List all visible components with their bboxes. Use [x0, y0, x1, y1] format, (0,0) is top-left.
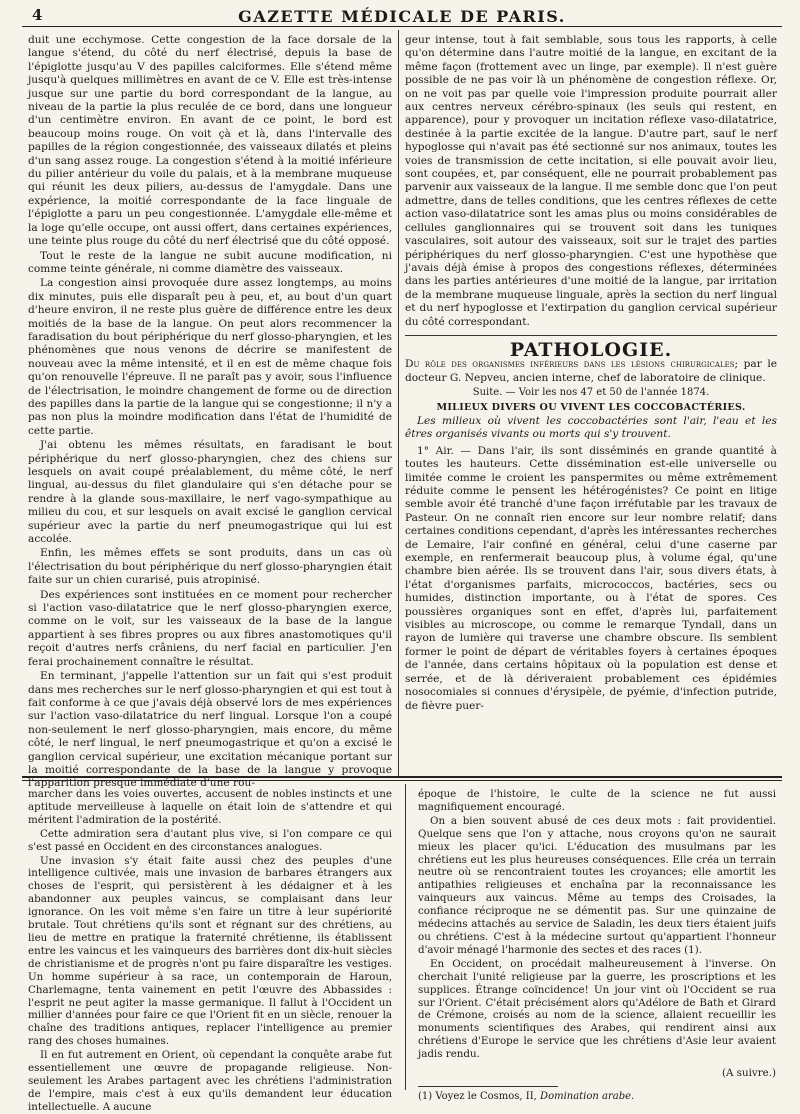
footnote-rule: [418, 1086, 558, 1087]
paragraph: duit une ecchymose. Cette congestion de la face dorsale de la langue s'étend, du côté du nerf électrisé, depuis la base de l'épiglotte jusqu'au V des papilles calciformes. Elle s'étend même jusqu'à quelques millimètres en avant de ce V. Elle est très-intense jusque sur une partie du bord correspondant de la langue, au niveau de la partie la plus reculée de ce bord, dans une longueur d'un centimètre environ. En avant de ce point, le bord est beaucoup moins rouge. On voit çà et là, dans l'intervalle des papilles de la région congestionnée, des vaisseaux dilatés et pleins d'un sang assez rouge. La congestion s'étend à la moitié inférieure du pilier antérieur du voile du palais, et à la membrane muqueuse qui réunit les deux piliers, au-dessus de l'amygdale. Dans une expérience, la moitié correspondante de la face linguale de l'épiglotte a paru un peu congestionnée. L'amygdale elle-même et la loge qu'elle occupe, ont aussi offert, dans certaines expériences, une teinte plus rouge du côté du nerf électrisé que du côté opposé.: [28, 34, 392, 248]
article-byline: par le docteur G. Nepveu, ancien interne, chef de laboratoire de clinique.: [405, 358, 777, 384]
to-be-continued: (A suivre.): [721, 1067, 776, 1080]
paragraph: Une invasion s'y était faite aussi chez des peuples d'une intelligence cultivée, mais une invasion de barbares étrangers aux choses de l'esprit, qui persistèrent à les dédaigner et à les abandonner aux peuples vaincus, se complaisant dans leur ignorance. On les voit même s'en faire un titre à leur supériorité brutale. Tout chrétiens qu'ils sont et régnant sur des chrétiens, au lieu de mettre en pratique la fraternité chrétienne, ils établissent entre les vaincus et les vainqueurs des barrières dont dix-huit siècles de christianisme et de progrès n'ont pu faire disparaître les vestiges. Un homme supérieur à sa race, un contemporain de Haroun, Charlemagne, tenta vainement en petit l'œuvre des Abbassides : l'esprit ne peut agiter la masse germanique. Il fallut à l'Occident un millier d'années pour faire ce que l'Orient fit en un siècle, renouer la chaîne des traditions antiques, replacer l'intelligence au premier rang des choses humaines.: [28, 854, 392, 1048]
article-title: Du rôle des organismes inférieurs dans les lésions chirurgicales;: [405, 358, 739, 371]
paragraph: Enfin, les mêmes effets se sont produits, dans un cas où l'électrisation du bout périphérique du nerf glosso-pharyngien était faite sur un chien curarisé, puis atropinisé.: [28, 547, 392, 587]
paragraph: marcher dans les voies ouvertes, accusent de nobles instincts et une aptitude merveilleuse à laquelle on était loin de s'attendre et qui méritent l'admiration de la postérité.: [28, 788, 392, 826]
footnote: [418, 1091, 776, 1104]
paragraph: On a bien souvent abusé de ces deux mots : fait providentiel. Quelque sens que l'on y attache, nous croyons qu'on ne saurait mieux les placer qu'ici. L'éducation des musulmans par les chrétiens eut les plus heureuses conséquences. Elle créa un terrain neutre où se rencontraient toutes les croyances; elle amortit les antipathies religieuses et enchaîna par la reconnaissance les vainqueurs aux vaincus. Même au temps des Croisades, la confiance réciproque ne se démentit pas. Sur une quinzaine de médecins attachés au service de Saladin, les deux tiers étaient juifs ou chrétiens. C'est à la médecine surtout qu'appartient l'honneur d'avoir ménagé l'harmonie des sectes et des races (1).: [418, 814, 776, 956]
column-divider-bottom: [405, 784, 406, 1090]
right-column-top: [405, 34, 777, 772]
paragraph: 1° Air. — Dans l'air, ils sont disséminés en grande quantité à toutes les hauteurs. Cette dissémination est-elle universelle ou limitée comme le croient les panspermites ou même extrêmement réduite comme le pensent les hétérogénistes? Ce point en litige semble avoir été tranché d'une façon irréfutable par les travaux de Pasteur. On ne connaît rien encore sur leur nombre relatif; dans certaines conditions cependant, d'après les intéressantes recherches de Lemaire, l'air confiné en général, celui d'une caserne par exemple, en renfermerait beaucoup plus, à volume égal, qu'une chambre bien aérée. Ils se trouvent dans l'air, sous divers états, à l'état d'organismes parfaits, micrococcos, bactéries, secs ou humides, distinction importante, ou à l'état de spores. Ces poussières organiques sont en effet, d'après lui, parfaitement visibles au microscope, ou comme le remarque Tyndall, dans un rayon de lumière qui traverse une chambre obscure. Ils semblent former le point de départ de véritables foyers à certaines époques de l'année, dans certains hôpitaux où la population est dense et serrée, et de là dériveraient probablement ces épidémies nosocomiales si connues d'érysipèle, de pyémie, d'infection putride, de fièvre puer-: [405, 444, 777, 712]
paragraph: La congestion ainsi provoquée dure assez longtemps, au moins dix minutes, puis elle disparaît peu à peu, et, au bout d'un quart d'heure environ, il ne reste plus guère de différence entre les deux moitiés de la base de la langue. On peut alors recommencer la faradisation du bout périphérique du nerf glosso-pharyngien, et les phénomènes que nous venons de décrire se manifestent de nouveau avec la même intensité, et il en est de même chaque fois qu'on renouvelle l'épreuve. Il ne paraît pas y avoir, sous l'influence de l'électrisation, le moindre changement de forme ou de direction des papilles dans la partie de la langue qui se congestionne; il n'y a pas non plus la moindre modification dans l'état de l'humidité de cette partie.: [28, 277, 392, 437]
column-divider-top: [398, 30, 399, 776]
footnote-italic: Domination arabe.: [540, 1090, 635, 1102]
paragraph: Cette admiration sera d'autant plus vive, si l'on compare ce qui s'est passé en Occident en des circonstances analogues.: [28, 827, 392, 853]
left-column-bottom: [28, 788, 392, 1113]
lead-paragraph: Les milieux où vivent les coccobactéries sont l'air, l'eau et les êtres organisés vivants ou morts qui s'y trouvent.: [405, 414, 777, 441]
subheading: MILIEUX DIVERS OU VIVENT LES COCCOBACTÉRIES.: [436, 401, 746, 413]
article-heading: [405, 358, 777, 385]
paragraph: En terminant, j'appelle l'attention sur un fait qui s'est produit dans mes recherches sur le nerf glosso-pharyngien et qui est tout à fait conforme à ce que j'avais déjà observé lors de mes expériences sur l'action vaso-dilatatrice du nerf lingual. Lorsque l'on a coupé non-seulement le nerf glosso-pharyngien, mais encore, du même côté, le nerf lingual, le nerf pneumogastrique et qu'on a excisé le ganglion cervical supérieur, une excitation mécanique portant sur la moitié correspondante de la base de la langue y provoque l'apparition presque immédiate d'une rou-: [28, 670, 392, 790]
newspaper-page: [22, 4, 782, 1113]
horizontal-rule: [22, 776, 782, 778]
journal-title: GAZETTE MÉDICALE DE PARIS.: [238, 7, 566, 26]
section-title: PATHOLOGIE.: [509, 338, 673, 361]
page-number: 4: [32, 6, 43, 24]
footnote-text: (1) Voyez le Cosmos, II,: [418, 1090, 537, 1102]
right-column-bottom: [418, 788, 776, 1102]
horizontal-rule: [22, 780, 782, 781]
paragraph: geur intense, tout à fait semblable, sous tous les rapports, à celle qu'on détermine dans l'autre moitié de la langue, en excitant de la même façon (frottement avec un linge, par exemple). Il n'est guère possible de ne pas voir là un phénomène de congestion réflexe. Or, on ne voit pas par quelle voie l'impression produite pourrait aller aux centres nerveux cérébro-spinaux (les seuls qui restent, en apparence), pour y provoquer un incitation réflexe vaso-dilatatrice, destinée à la partie excitée de la langue. D'autre part, sauf le nerf hypoglosse qui n'avait pas été sectionné sur nos animaux, toutes les voies de transmission de cette incitation, si elle pouvait avoir lieu, sont coupées, et, par conséquent, elle ne pourrait probablement pas parvenir aux vaisseaux de la langue. Il me semble donc que l'on peut admettre, dans de telles conditions, que les centres réflexes de cette action vaso-dilatatrice sont les amas plus ou moins considérables de cellules ganglionnaires qui se trouvent soit dans les tuniques vasculaires, soit autour des vaisseaux, soit sur le trajet des parties périphériques du nerf glosso-pharyngien. C'est une hypothèse que j'avais déjà émise à propos des congestions réflexes, déterminées dans les parties antérieures d'une moitié de la langue, par irritation de la membrane muqueuse linguale, après la section du nerf lingual et du nerf hypoglosse et l'extirpation du ganglion cervical supérieur du côté correspondant.: [405, 34, 777, 328]
paragraph: époque de l'histoire, le culte de la science ne fut aussi magnifiquement encouragé.: [418, 788, 776, 813]
paragraph: En Occident, on procédait malheureusement à l'inverse. On cherchait l'unité religieuse par la guerre, les proscriptions et les supplices. Étrange coïncidence! Un jour vint où l'Occident se rua sur l'Orient. C'était précisément alors qu'Adélore de Bath et Girard de Crémone, croisés au nom de la science, allaient recueillir les monuments scientifiques des Arabes, qui rendirent ainsi aux chrétiens d'Europe le service que les chrétiens d'Asie leur avaient jadis rendu.: [418, 957, 776, 1061]
page-header: [22, 4, 782, 27]
left-column-top: [28, 34, 392, 790]
paragraph: Il en fut autrement en Orient, où cependant la conquête arabe fut essentiellement une œuvre de propagande religieuse. Non-seulement les Arabes partagent avec les chrétiens l'administration de l'empire, mais c'est à eux qu'ils demandent leur éducation intellectuelle. A aucune: [28, 1049, 392, 1113]
paragraph: J'ai obtenu les mêmes résultats, en faradisant le bout périphérique du nerf glosso-pharyngien, chez des chiens sur lesquels on avait coupé préalablement, du même côté, le nerf lingual, au-dessus du filet glandulaire qui s'en détache pour se rendre à la glande sous-maxillaire, le nerf vago-sympathique au milieu du cou, et sur lesquels on avait excisé le ganglion cervical supérieur avec la partie du nerf pneumogastrique qui lui est accolée.: [28, 439, 392, 546]
section-rule: [405, 335, 777, 336]
suite-note: Suite. — Voir les nos 47 et 50 de l'année 1874.: [472, 387, 710, 399]
paragraph: Tout le reste de la langue ne subit aucune modification, ni comme teinte générale, ni comme diamètre des vaisseaux.: [28, 249, 392, 275]
paragraph: Des expériences sont instituées en ce moment pour rechercher si l'action vaso-dilatatrice que le nerf glosso-pharyngien exerce, comme on le voit, sur les vaisseaux de la base de la langue appartient à ses fibres propres ou aux fibres anastomotiques qu'il reçoit d'autres nerfs crâniens, du nerf facial en particulier. J'en ferai prochainement connaître le résultat.: [28, 588, 392, 668]
